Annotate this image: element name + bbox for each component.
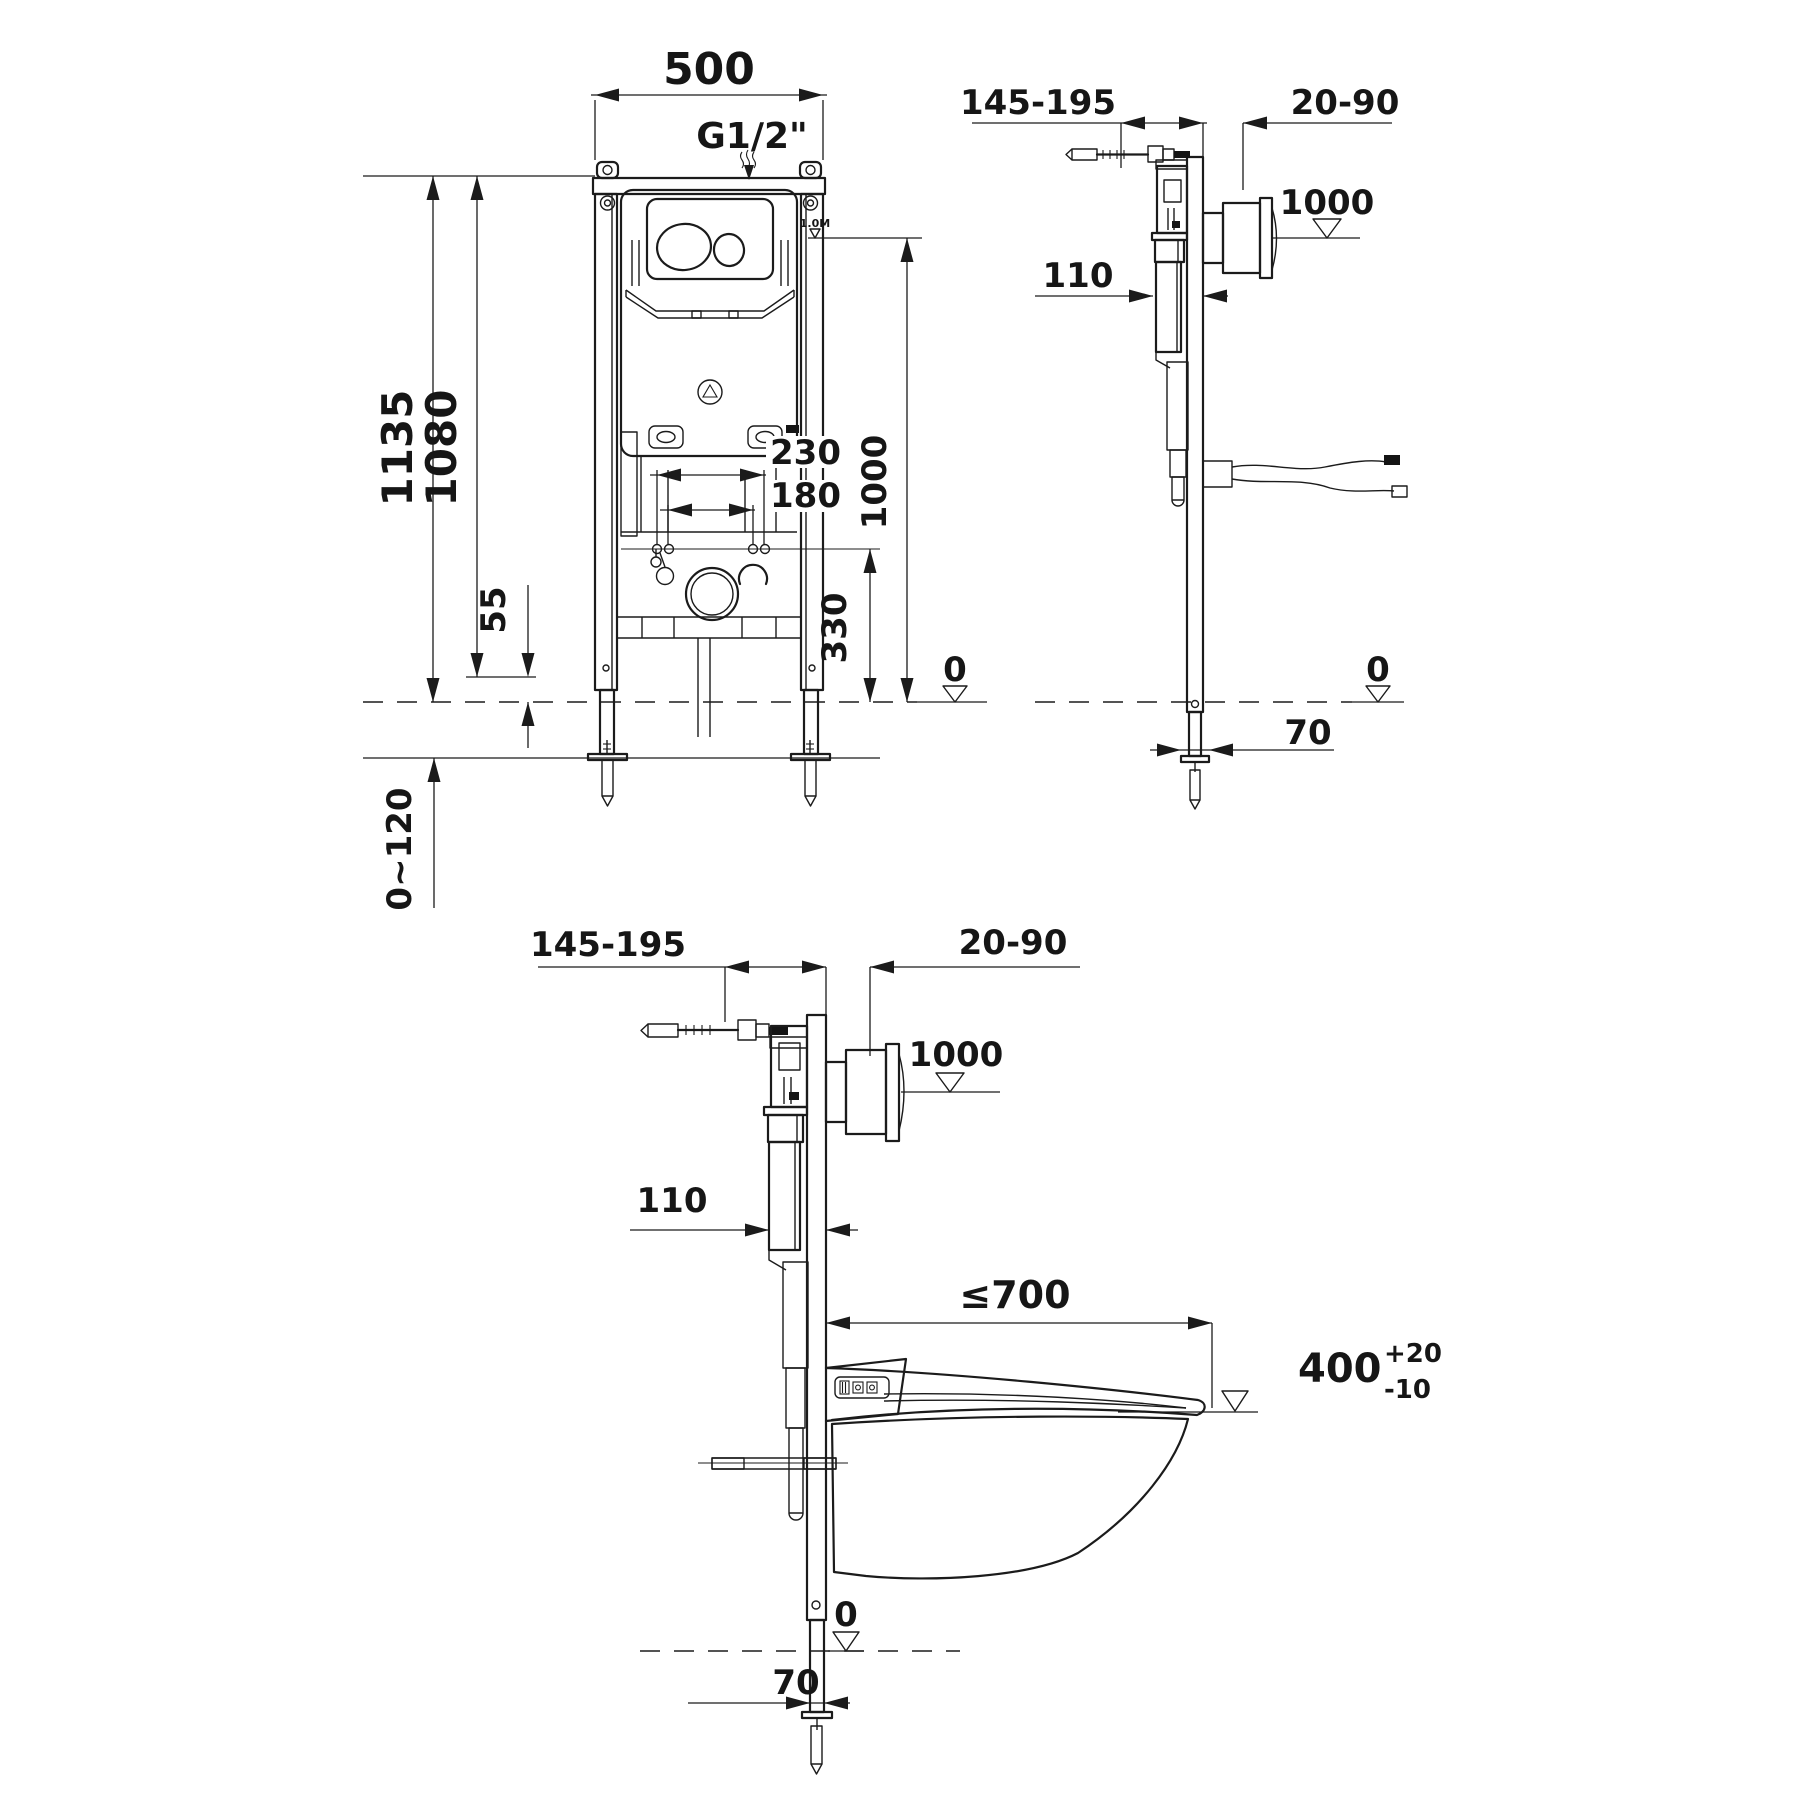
dim-side-foot-width: 70 bbox=[1284, 713, 1332, 753]
dim-installed-seat-tol-plus: +20 bbox=[1384, 1339, 1442, 1369]
dim-front-total-height: 1135 bbox=[373, 389, 422, 507]
dim-front-outlet-height: 330 bbox=[815, 592, 855, 664]
dim-installed-wall-thickness: 20-90 bbox=[958, 923, 1068, 963]
dim-installed-anchor-distance: 145-195 bbox=[529, 925, 687, 965]
dim-front-frame-height: 1080 bbox=[417, 389, 466, 507]
dim-side-anchor-distance: 145-195 bbox=[959, 83, 1117, 123]
dim-front-lower-offset: 55 bbox=[474, 586, 514, 634]
label-front-floor-level: 0 bbox=[943, 650, 967, 690]
label-front-level-tag: 1.0M bbox=[799, 217, 831, 230]
dim-installed-seat-height: 400 bbox=[1298, 1346, 1382, 1392]
dim-installed-bowl-projection: ≤700 bbox=[959, 1273, 1071, 1317]
dim-front-adjust-range: 0~120 bbox=[380, 787, 420, 911]
label-installed-floor-level: 0 bbox=[834, 1595, 858, 1635]
dim-installed-seat-tol-minus: -10 bbox=[1384, 1375, 1431, 1405]
dim-front-panel-height: 1000 bbox=[855, 434, 895, 530]
dim-installed-frame-depth: 110 bbox=[636, 1181, 708, 1221]
dim-installed-panel-height: 1000 bbox=[908, 1035, 1004, 1075]
dim-side-panel-height: 1000 bbox=[1279, 183, 1375, 223]
dim-front-inner-bolts: 180 bbox=[770, 476, 841, 516]
dim-front-width: 500 bbox=[663, 44, 755, 95]
label-water-inlet: G1/2" bbox=[696, 116, 808, 157]
dim-side-frame-depth: 110 bbox=[1042, 256, 1114, 296]
dim-side-wall-thickness: 20-90 bbox=[1290, 83, 1400, 123]
dim-front-outer-bolts: 230 bbox=[770, 433, 841, 473]
dim-installed-foot-width: 70 bbox=[772, 1663, 820, 1703]
label-side-floor-level: 0 bbox=[1366, 650, 1390, 690]
